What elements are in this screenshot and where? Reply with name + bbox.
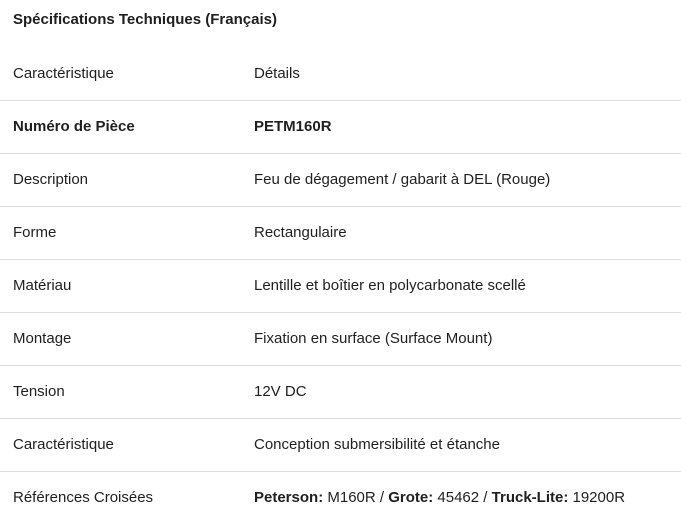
row-value: Lentille et boîtier en polycarbonate scellé (254, 260, 681, 313)
table-row-voltage (0, 366, 681, 419)
row-label: Références Croisées (0, 472, 254, 524)
table-row-mounting (0, 313, 681, 366)
ref-separator: / (479, 489, 492, 506)
ref-brand-grote: Grote: (388, 489, 433, 506)
table-row-part-number (0, 101, 681, 154)
row-label: Description (0, 154, 254, 207)
row-value: Feu de dégagement / gabarit à DEL (Rouge) (254, 154, 681, 207)
row-label: Caractéristique (0, 419, 254, 472)
ref-brand-peterson: Peterson: (254, 489, 323, 506)
ref-part-truck-lite: 19200R (568, 489, 625, 506)
column-header-feature: Caractéristique (0, 48, 254, 101)
row-value: Rectangulaire (254, 207, 681, 260)
row-value: 12V DC (254, 366, 681, 419)
table-row-description (0, 154, 681, 207)
ref-part-peterson: M160R (323, 489, 376, 506)
ref-separator: / (376, 489, 389, 506)
page-title: Spécifications Techniques (Français) (13, 10, 277, 30)
row-value: PETM160R (254, 101, 681, 154)
row-label: Tension (0, 366, 254, 419)
row-label: Forme (0, 207, 254, 260)
row-label: Matériau (0, 260, 254, 313)
ref-part-grote: 45462 (433, 489, 479, 506)
row-value: Conception submersibilité et étanche (254, 419, 681, 472)
table-header-row (0, 48, 681, 101)
specs-table (0, 48, 681, 524)
table-row-shape (0, 207, 681, 260)
table-row-material (0, 260, 681, 313)
row-value (254, 472, 681, 524)
row-value: Fixation en surface (Surface Mount) (254, 313, 681, 366)
table-row-cross-references (0, 472, 681, 524)
column-header-details: Détails (254, 48, 681, 101)
row-label: Numéro de Pièce (0, 101, 254, 154)
ref-brand-truck-lite: Truck-Lite: (492, 489, 569, 506)
table-row-feature (0, 419, 681, 472)
row-label: Montage (0, 313, 254, 366)
